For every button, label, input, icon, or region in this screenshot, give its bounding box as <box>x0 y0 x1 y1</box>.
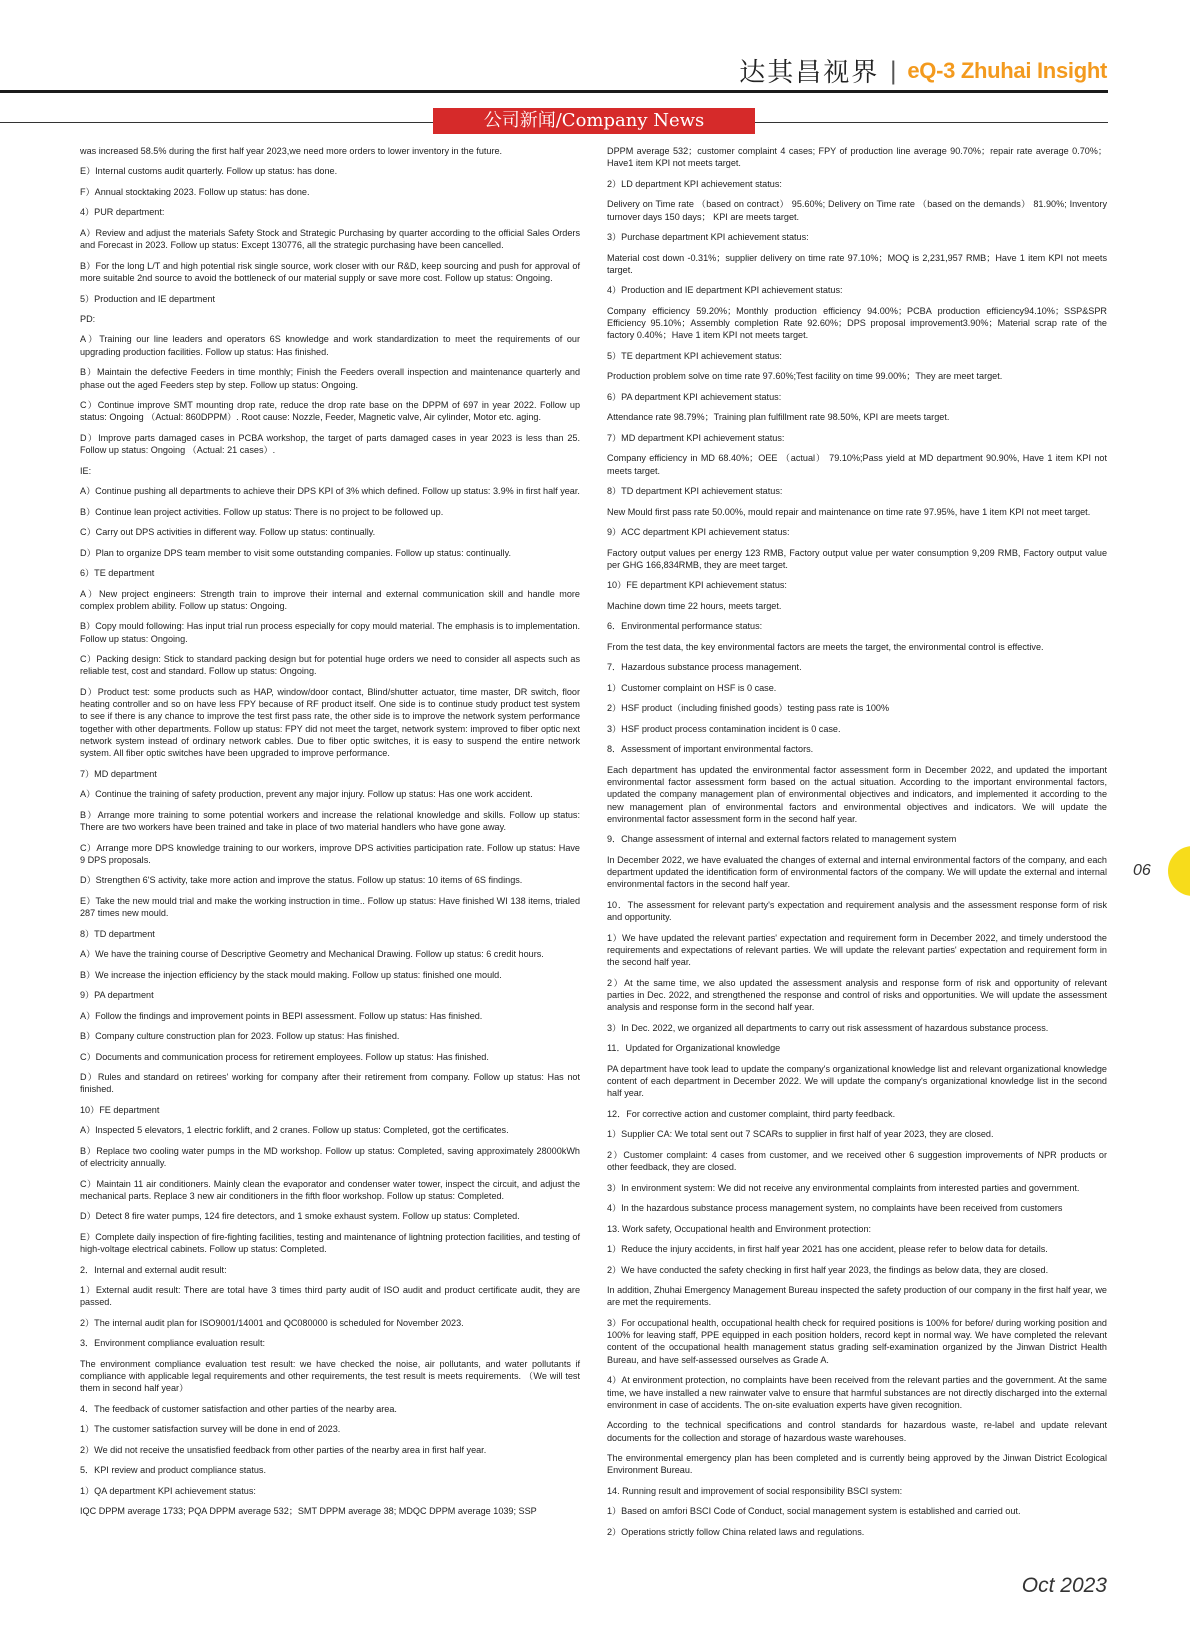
paragraph: 2）Operations strictly follow China related laws and regulations. <box>607 1526 865 1537</box>
paragraph: Delivery on Time rate （based on contract） 95.60%; Delivery on Time rate （based on the demands） 81.90%; Inventory turnover days 150 days； KPI are meets target. <box>607 199 1107 222</box>
paragraph: 9）ACC department KPI achievement status: <box>607 527 790 538</box>
paragraph: 8）TD department <box>80 928 155 939</box>
paragraph: B）Copy mould following: Has input trial run process especially for copy mould material. The emphasis is to implementation. Follow up status: Ongoing. <box>80 621 580 644</box>
paragraph: Production problem solve on time rate 97.60%;Test facility on time 99.00%；They are meet target. <box>607 371 1003 382</box>
paragraph: 5）TE department KPI achievement status: <box>607 350 782 361</box>
paragraph: 12．For corrective action and customer complaint, third party feedback. <box>607 1108 896 1119</box>
paragraph: D）Strengthen 6'S activity, take more action and improve the status. Follow up status: 10 items of 6S findings. <box>80 875 523 886</box>
paragraph: B）Company culture construction plan for 2023. Follow up status: Has finished. <box>80 1031 400 1042</box>
paragraph: 2）At the same time, we also updated the assessment analysis and response form of risk and opportunity of relevant parties in Dec. 2022, and strengthened the response and control of risks and opportunities. We will update the assessment analysis and response form in the second half year. <box>607 977 1107 1013</box>
paragraph: E）Internal customs audit quarterly. Follow up status: has done. <box>80 166 338 177</box>
brand-separator: | <box>889 56 898 85</box>
paragraph: Material cost down -0.31%；supplier delivery on time rate 97.10%；MOQ is 2,231,957 RMB；Have 1 item KPI not meets target. <box>607 252 1107 275</box>
paragraph: 1）Reduce the injury accidents, in first half year 2021 has one accident, please refer to below data for details. <box>607 1244 1048 1255</box>
left-column <box>80 145 580 1526</box>
paragraph: New Mould first pass rate 50.00%, mould repair and maintenance on time rate 97.95%, have 1 item KPI not meet target. <box>607 506 1091 517</box>
paragraph: 6）TE department <box>80 568 155 579</box>
paragraph: 1）QA department KPI achievement status: <box>80 1485 256 1496</box>
paragraph: In addition, Zhuhai Emergency Management Bureau inspected the safety production of our company in the first half year, we are met the requirements. <box>607 1285 1107 1308</box>
paragraph: 2）Customer complaint: 4 cases from customer, and we received other 6 suggestion improvements of NPR products or other feedback, they are closed. <box>607 1149 1107 1173</box>
paragraph: 3）For occupational health, occupational health check for required positions is 100% for before/ during working position and 100% for leaving staff, PPE equipped in each position holders, record kept in normal way. We have completed the relevant content of the occupational health management status grading self-examination organized by the Jinwan District Health Bureau, and have self-assessed ourselves as Grade A. <box>607 1317 1107 1365</box>
paragraph: 6）PA department KPI achievement status: <box>607 391 782 402</box>
paragraph: 2）The internal audit plan for ISO9001/14001 and QC080000 is scheduled for November 2023. <box>80 1317 464 1328</box>
paragraph: The environmental emergency plan has been completed and is currently being approved by the Jinwan District Ecological Environment Bureau. <box>607 1453 1107 1476</box>
paragraph: 1）Customer complaint on HSF is 0 case. <box>607 682 777 693</box>
paragraph: 14. Running result and improvement of social responsibility BSCI system: <box>607 1485 903 1496</box>
paragraph: 8）TD department KPI achievement status: <box>607 486 783 497</box>
masthead <box>739 52 1107 89</box>
paragraph: 10）FE department <box>80 1104 160 1115</box>
brand-english-title: eQ-3 Zhuhai Insight <box>907 57 1107 83</box>
paragraph: D）Detect 8 fire water pumps, 124 fire detectors, and 1 smoke exhaust system. Follow up status: Completed. <box>80 1211 520 1222</box>
brand-chinese-title: 达其昌视界 <box>739 58 880 88</box>
paragraph: B）Arrange more training to some potential workers and increase the relational knowledge and skills. Follow up status: There are two workers have been trained and take in place of two material handlers who have gone away. <box>80 809 580 833</box>
paragraph: 3）HSF product process contamination incident is 0 case. <box>607 723 841 734</box>
section-banner: 公司新闻/Company News <box>433 108 755 134</box>
paragraph: 5）Production and IE department <box>80 293 215 304</box>
paragraph: E）Complete daily inspection of fire-fighting facilities, testing and maintenance of lightning protection facilities, and testing of high-voltage electrical cabinets. Follow up status: Completed. <box>80 1231 580 1255</box>
paragraph: 2）We did not receive the unsatisfied feedback from other parties of the nearby area in first half year. <box>80 1444 487 1455</box>
paragraph: According to the technical specifications and control standards for hazardous waste, re-label and update relevant documents for the collection and storage of hazardous waste warehouses. <box>607 1420 1107 1443</box>
paragraph: From the test data, the key environmental factors are meets the target, the environmental control is effective. <box>607 641 1044 652</box>
paragraph: 3）In Dec. 2022, we organized all departments to carry out risk assessment of hazardous substance process. <box>607 1022 1049 1033</box>
paragraph: 7）MD department <box>80 768 157 779</box>
paragraph: C）Packing design: Stick to standard packing design but for potential huge orders we need to consider all aspects such as reliable test, cost and standard. Follow up status: Ongoing. <box>80 654 580 677</box>
paragraph: 7）MD department KPI achievement status: <box>607 432 785 443</box>
paragraph: C）Documents and communication process for retirement employees. Follow up status: Has finished. <box>80 1051 489 1062</box>
paragraph: A）Training our line leaders and operators 6S knowledge and work standardization to meet the requirements of our upgrading production facilities. Follow up status: Has finished. <box>80 334 580 357</box>
paragraph: A）New project engineers: Strength train to improve their internal and external communication skill and handle more complex problem ability. Follow up status: Ongoing. <box>80 588 580 611</box>
paragraph: 10）FE department KPI achievement status: <box>607 580 787 591</box>
paragraph: 6．Environmental performance status: <box>607 621 763 632</box>
paragraph: 1）Supplier CA: We total sent out 7 SCARs to supplier in first half of year 2023, they are closed. <box>607 1129 994 1140</box>
paragraph: Company efficiency in MD 68.40%；OEE （actual） 79.10%;Pass yield at MD department 90.90%, Have 1 item KPI not meets target. <box>607 453 1107 476</box>
paragraph: DPPM average 532；customer complaint 4 cases; FPY of production line average 90.70%；repair rate average 0.70%；Have1 item KPI not meets target. <box>607 146 1107 169</box>
page-number: 06 <box>1133 862 1151 879</box>
header-rule <box>0 90 1108 93</box>
paragraph: D）Rules and standard on retirees' working for company after their retirement from company. Follow up status: Has not finished. <box>80 1072 580 1095</box>
paragraph: The environment compliance evaluation test result: we have checked the noise, air pollutants, and water pollutants if compliance with applicable legal requirements and other requirements, the test result is meets requirements. （We will test them in second half year） <box>80 1358 580 1394</box>
paragraph: 7．Hazardous substance process management. <box>607 662 802 673</box>
page-tab-marker <box>1168 846 1190 896</box>
paragraph: Company efficiency 59.20%；Monthly production efficiency 94.00%；PCBA production efficiency94.10%；SSP&SPR Efficiency 95.10%；Assembly completion Rate 92.60%；DPS proposal improvement3.90%；Material scrap rate of the factory 0.40%；Have 1 item KPI not meets target. <box>607 305 1107 341</box>
paragraph: 3）Purchase department KPI achievement status: <box>607 232 809 243</box>
paragraph: A）Inspected 5 elevators, 1 electric forklift, and 2 cranes. Follow up status: Completed, got the certificates. <box>80 1125 509 1136</box>
paragraph: E）Take the new mould trial and make the working instruction in time.. Follow up status: Have finished WI 138 items, trialed 287 times new mould. <box>80 895 580 919</box>
paragraph: 2．Internal and external audit result: <box>80 1264 227 1275</box>
paragraph: C）Maintain 11 air conditioners. Mainly clean the evaporator and condenser water tower, inspect the circuit, and adjust the mechanical parts. Replace 3 new air conditioners in the fifth floor workshop. Follow up status: Completed. <box>80 1178 580 1201</box>
paragraph: B）We increase the injection efficiency by the stack mould making. Follow up status: finished one mould. <box>80 969 502 980</box>
paragraph: D）Improve parts damaged cases in PCBA workshop, the target of parts damaged cases in year 2023 is less than 25. Follow up status: Ongoing （Actual: 21 cases）. <box>80 432 580 456</box>
paragraph: 1）The customer satisfaction survey will be done in end of 2023. <box>80 1424 341 1435</box>
paragraph: 4）Production and IE department KPI achievement status: <box>607 285 843 296</box>
paragraph: D）Plan to organize DPS team member to visit some outstanding companies. Follow up status: continually. <box>80 547 511 558</box>
paragraph: B）Replace two cooling water pumps in the MD workshop. Follow up status: Completed, saving approximately 28000kWh of electricity annually. <box>80 1145 580 1169</box>
paragraph: D）Product test: some products such as HAP, window/door contact, Blind/shutter actuator, time master, DR switch, floor heating controller and so on have less FPY because of RF product itself. One side is to continue study product test system to see if there is any chance to improve the test first pass rate, the other side is to improve the network system performance together with other departments. Follow up status: FPY did not meet the target, network system: improved to fiber optic next network system instead of ordinary network cables. Due to fiber optic switches, it is easy to suspend the entire network system. All fiber optic switches have been upgraded to improve performance. <box>80 686 580 759</box>
paragraph: 4）In the hazardous substance process management system, no complaints have been received from customers <box>607 1203 1063 1214</box>
paragraph: 2）HSF product（including finished goods）testing pass rate is 100% <box>607 703 890 714</box>
paragraph: Machine down time 22 hours, meets target. <box>607 600 782 611</box>
paragraph: 3）In environment system: We did not receive any environmental complaints from interested parties and government. <box>607 1182 1080 1193</box>
paragraph: 2）We have conducted the safety checking in first half year 2023, the findings as below data, they are closed. <box>607 1264 1049 1275</box>
paragraph: A）We have the training course of Descriptive Geometry and Mechanical Drawing. Follow up status: 6 credit hours. <box>80 949 544 960</box>
paragraph: 11．Updated for Organizational knowledge <box>607 1043 781 1054</box>
paragraph: B）Maintain the defective Feeders in time monthly; Finish the Feeders overall inspection and maintenance quarterly and phase out the aged Feeders step by step. Follow up status: Ongoing. <box>80 367 580 390</box>
paragraph: A）Continue the training of safety production, prevent any major injury. Follow up status: Has one work accident. <box>80 789 533 800</box>
paragraph: was increased 58.5% during the first half year 2023,we need more orders to lower inventory in the future. <box>80 146 503 156</box>
paragraph: A）Follow the findings and improvement points in BEPI assessment. Follow up status: Has finished. <box>80 1010 483 1021</box>
paragraph: 1）We have updated the relevant parties' expectation and requirement form in December 2022, and timely understood the requirements and expectations of relevant parties. We will update the relevant parties' expectation and requirement form in the second half year. <box>607 932 1107 968</box>
paragraph: 1）External audit result: There are total have 3 times third party audit of ISO audit and product certificate audit, they are passed. <box>80 1285 580 1308</box>
issue-date: Oct 2023 <box>1021 1574 1107 1597</box>
paragraph: 1）Based on amfori BSCI Code of Conduct, social management system is established and carried out. <box>607 1506 1021 1517</box>
paragraph: B）For the long L/T and high potential risk single source, work closer with our R&D, keep sourcing and push for approval of more suitable 2nd source to avoid the bottleneck of our material supply or save more cost. Follow up status: Ongoing. <box>80 260 580 284</box>
paragraph: Attendance rate 98.79%；Training plan fulfillment rate 98.50%, KPI are meets target. <box>607 412 950 423</box>
paragraph: 8．Assessment of important environmental factors. <box>607 744 814 755</box>
paragraph: 10．The assessment for relevant party's expectation and requirement analysis and the assessment response form of risk and opportunity. <box>607 899 1107 923</box>
paragraph: IE: <box>80 465 92 476</box>
paragraph: Each department has updated the environmental factor assessment form in December 2022, and updated the important environmental factor assessment form based on the actual situation. According to the important environmental factors, updated the company management plan of environmental objectives and indicators, and implemented it according to the new management plan of environmental factors and environmental objectives and indicators. We will update the environmental factor assessment form in the second half year. <box>607 764 1107 824</box>
paragraph: 4）At environment protection, no complaints have been received from the relevant parties and the government. At the same time, we have installed a new rainwater valve to ensure that harmful substances are not directly discharged into the external environment in case of accidents. The on-site evaluation experts have given recognition. <box>607 1375 1107 1410</box>
paragraph: C）Carry out DPS activities in different way. Follow up status: continually. <box>80 527 376 538</box>
paragraph: 3．Environment compliance evaluation result: <box>80 1338 266 1349</box>
paragraph: 4）PUR department: <box>80 207 165 218</box>
paragraph: C）Arrange more DPS knowledge training to our workers, improve DPS activities participation rate. Follow up status: Have 9 DPS proposals. <box>80 842 580 865</box>
paragraph: 9）PA department <box>80 990 154 1001</box>
right-column <box>607 145 1107 1546</box>
paragraph: C）Continue improve SMT mounting drop rate, reduce the drop rate base on the DPPM of 697 in year 2022. Follow up status: Ongoing （Actual: 860DPPM）. Root cause: Nozzle, Feeder, Magnetic valve, Air cylinder, Motor etc. aging. <box>80 400 580 423</box>
paragraph: A）Review and adjust the materials Safety Stock and Strategic Purchasing by quarter according to the official Sales Orders and Forecast in 2023. Follow up status: Except 130776, all the strategic purchasing have been cancelled. <box>80 227 580 251</box>
paragraph: 5．KPI review and product compliance status. <box>80 1465 267 1476</box>
paragraph: PD: <box>80 313 96 324</box>
paragraph: 9．Change assessment of internal and external factors related to management system <box>607 834 957 845</box>
paragraph: In December 2022, we have evaluated the changes of external and internal environmental factors of the company, and each department updated the identification form of environmental factors of the company. We will update the external and internal environmental factors in the second half year. <box>607 854 1107 890</box>
paragraph: 2）LD department KPI achievement status: <box>607 178 782 189</box>
paragraph: IQC DPPM average 1733; PQA DPPM average 532；SMT DPPM average 38; MDQC DPPM average 1039; SSP <box>80 1506 537 1517</box>
paragraph: Factory output values per energy 123 RMB, Factory output value per water consumption 9,209 RMB, Factory output value per GHG 166,834RMB, they are meet target. <box>607 547 1107 570</box>
paragraph: 13. Work safety, Occupational health and Environment protection: <box>607 1223 872 1234</box>
paragraph: 4．The feedback of customer satisfaction and other parties of the nearby area. <box>80 1403 397 1414</box>
paragraph: B）Continue lean project activities. Follow up status: There is no project to be followed up. <box>80 506 444 517</box>
paragraph: A）Continue pushing all departments to achieve their DPS KPI of 3% which defined. Follow up status: 3.9% in first half year. <box>80 486 580 497</box>
paragraph: PA department have took lead to update the company's organizational knowledge list and relevant organizational knowledge content of each department in December 2022. We will update the company's organizational knowledge list in the second half year. <box>607 1063 1107 1099</box>
paragraph: F）Annual stocktaking 2023. Follow up status: has done. <box>80 186 310 197</box>
